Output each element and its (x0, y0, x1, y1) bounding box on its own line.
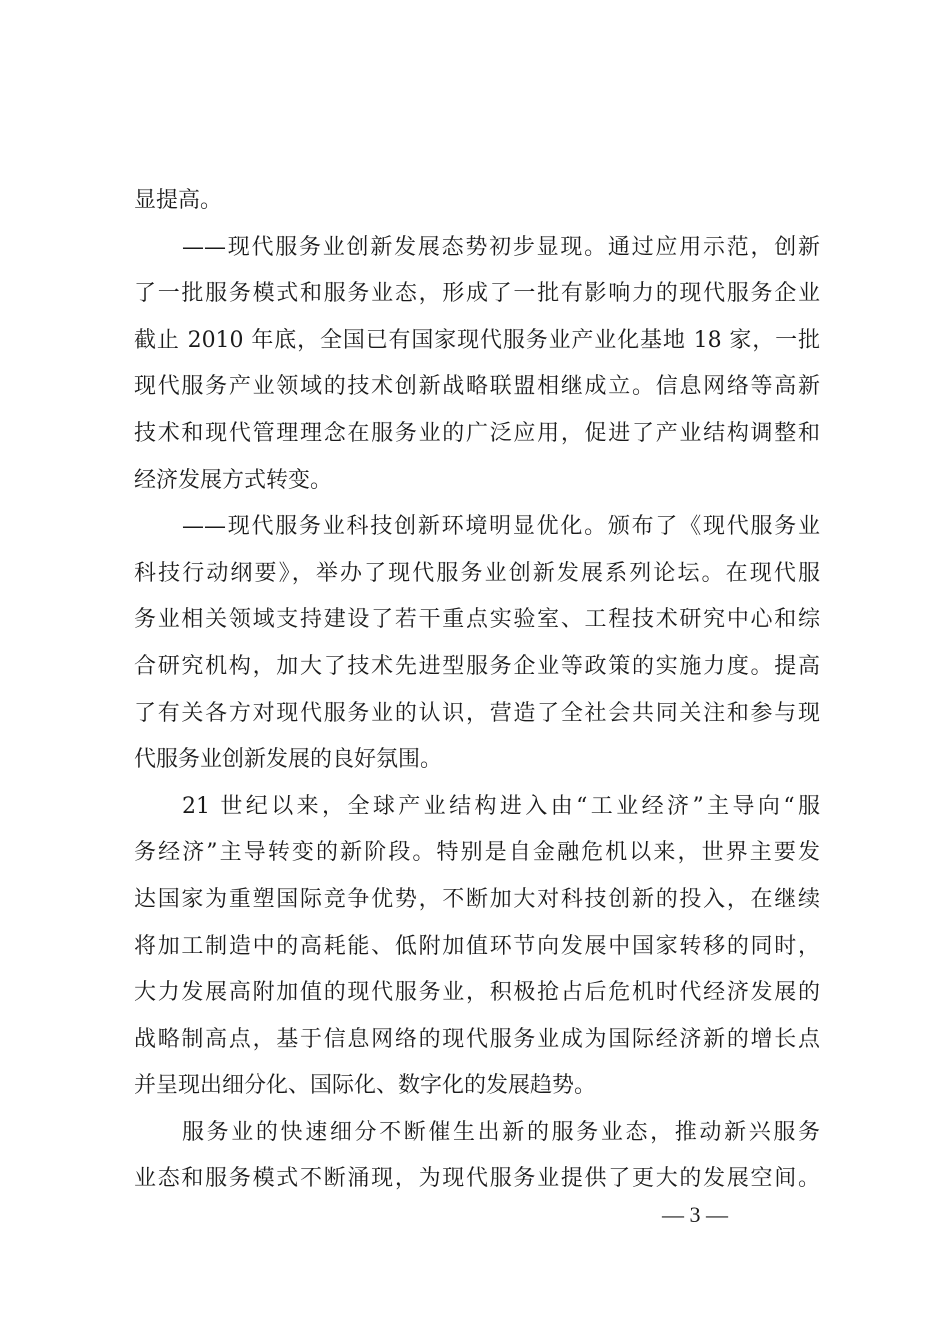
text-line: ——现代服务业科技创新环境明显优化。颁布了《现代服务业 (182, 514, 820, 540)
text-line: 合研究机构，加大了技术先进型服务企业等政策的实施力度。提高 (134, 653, 820, 679)
text-line: 显提高。 (134, 188, 223, 213)
text-line: 代服务业创新发展的良好氛围。 (134, 747, 443, 773)
body-text (134, 178, 820, 1203)
text-line: 将加工制造中的高耗能、低附加值环节向发展中国家转移的同时， (134, 933, 820, 959)
text-line: 科技行动纲要》，举办了现代服务业创新发展系列论坛。在现代服 (134, 560, 820, 586)
text-line: 经济发展方式转变。 (134, 467, 333, 493)
text-line: 现代服务产业领域的技术创新战略联盟相继成立。信息网络等高新 (134, 374, 820, 400)
page-number: — 3 — (662, 1202, 728, 1227)
text-line: 业态和服务模式不断涌现，为现代服务业提供了更大的发展空间。 (134, 1166, 820, 1192)
text-line: 大力发展高附加值的现代服务业，积极抢占后危机时代经济发展的 (134, 980, 820, 1006)
text-line: 达国家为重塑国际竞争优势，不断加大对科技创新的投入，在继续 (134, 886, 820, 912)
text-line: 了有关各方对现代服务业的认识，营造了全社会共同关注和参与现 (134, 700, 820, 726)
text-line: ——现代服务业创新发展态势初步显现。通过应用示范，创新 (182, 234, 820, 260)
text-line: 技术和现代管理理念在服务业的广泛应用，促进了产业结构调整和 (134, 420, 820, 446)
text-line: 了一批服务模式和服务业态，形成了一批有影响力的现代服务企业 (134, 281, 820, 307)
text-line: 务业相关领域支持建设了若干重点实验室、工程技术研究中心和综 (134, 607, 820, 633)
text-line: 21 世纪以来，全球产业结构进入由“工业经济”主导向“服 (182, 793, 820, 819)
text-line: 并呈现出细分化、国际化、数字化的发展趋势。 (134, 1073, 597, 1099)
text-line: 战略制高点，基于信息网络的现代服务业成为国际经济新的增长点 (134, 1026, 820, 1052)
text-line: 截止 2010 年底，全国已有国家现代服务业产业化基地 18 家，一批 (134, 327, 820, 353)
text-line: 务经济”主导转变的新阶段。特别是自金融危机以来，世界主要发 (134, 840, 820, 866)
text-line: 服务业的快速细分不断催生出新的服务业态，推动新兴服务 (182, 1119, 820, 1145)
